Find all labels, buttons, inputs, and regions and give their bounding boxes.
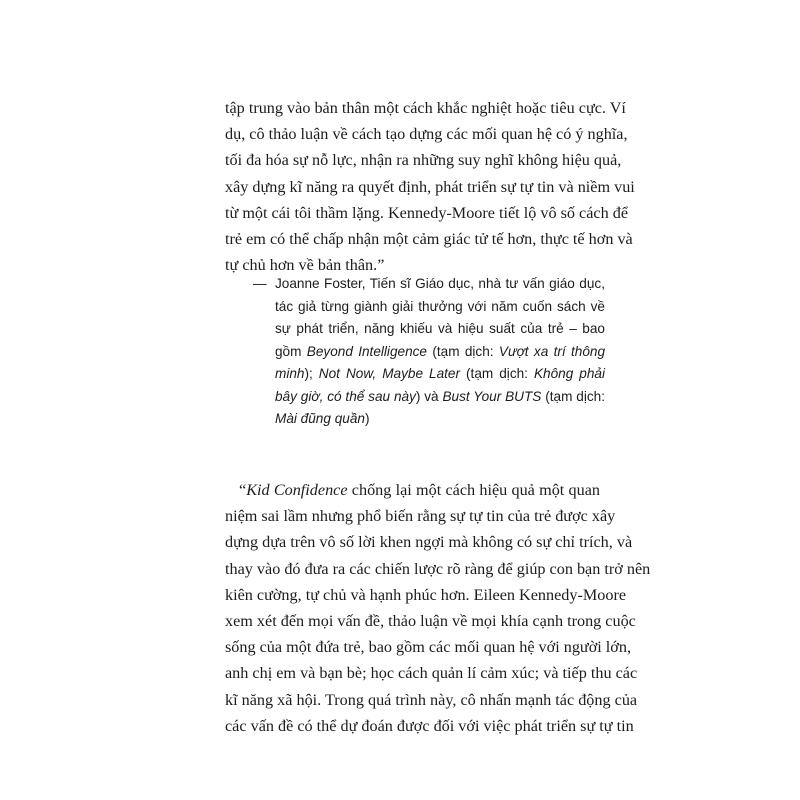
text-line: trẻ em có thể chấp nhận một cảm giác tử tế hơn, thực tế hơn và [225, 229, 633, 248]
text-line: thay vào đó đưa ra các chiến lược rõ ràng để giúp con bạn trở nên [225, 559, 651, 578]
attribution-line [275, 386, 605, 409]
quote-paragraph-continued [225, 95, 635, 278]
text-line: anh chị em và bạn bè; học cách quản lí cảm xúc; và tiếp thu các [225, 664, 638, 683]
text-line: tự chủ hơn về bản thân.” [225, 256, 385, 275]
text-line: từ một cái tôi thầm lặng. Kennedy-Moore tiết lộ vô số cách để [225, 203, 629, 222]
quote-paragraph [225, 477, 651, 739]
text-line: tối đa hóa sự nỗ lực, nhận ra những suy nghĩ không hiệu quả, [225, 151, 622, 170]
text-line: niệm sai lầm nhưng phổ biến rằng sự tự tin của trẻ được xây [225, 507, 616, 526]
text-run: ) [364, 411, 370, 426]
book-title: Not Now, Maybe Later [318, 366, 461, 381]
open-quote: “ [239, 481, 247, 499]
attribution-line [275, 363, 605, 386]
attribution-line: Joanne Foster, Tiến sĩ Giáo dục, nhà tư vấn giáo dục, [275, 276, 605, 291]
attribution-line [275, 408, 605, 431]
text-line: kĩ năng xã hội. Trong quá trình này, cô nhấn mạnh tác động của [225, 690, 638, 709]
text-line: dụ, cô thảo luận về cách tạo dựng các mối quan hệ có ý nghĩa, [225, 125, 628, 144]
book-title: Kid Confidence [246, 481, 348, 499]
text-line: xem xét đến mọi vấn đề, thảo luận về mọi khía cạnh trong cuộc [225, 611, 636, 630]
text-line: dựng dựa trên vô số lời khen ngợi mà không có sự chỉ trích, và [225, 533, 633, 552]
text-line: tập trung vào bản thân một cách khắc nghiệt hoặc tiêu cực. Ví [225, 99, 626, 117]
text-line: sống của một đứa trẻ, bao gồm các mối quan hệ với người lớn, [225, 638, 632, 657]
book-title: Beyond Intelligence [306, 343, 427, 359]
book-title-translation: Vượt xa trí thông [498, 343, 606, 359]
quote-attribution [253, 273, 605, 431]
book-title-translation: bây giờ, có thể sau này [275, 388, 416, 404]
book-title: Bust Your BUTS [442, 388, 542, 404]
attribution-line [275, 341, 605, 364]
text-line: kiên cường, tự chủ và hạnh phúc hơn. Eileen Kennedy-Moore [225, 585, 627, 604]
em-dash: — [253, 276, 267, 291]
book-title-translation: Mài đũng quần [275, 411, 365, 426]
book-title-translation: minh [275, 366, 305, 381]
text-run: chống lại một cách hiệu quả một quan [347, 481, 600, 499]
attribution-line: tác giả từng giành giải thưởng với năm cuốn sách về [275, 298, 605, 314]
text-run: (tạm dịch: [460, 366, 534, 381]
text-run: ) và [415, 388, 443, 404]
text-run: gồm [275, 343, 307, 359]
text-run: (tạm dịch: [541, 388, 605, 404]
text-line [225, 477, 600, 503]
attribution-line: sự phát triển, năng khiếu và hiệu suất của trẻ – bao [275, 321, 605, 336]
book-title-translation: Không phải [533, 366, 605, 381]
text-line: các vấn đề có thể dự đoán được đối với việc phát triển sự tự tin [225, 716, 634, 735]
text-run: ); [304, 366, 319, 381]
text-run: (tạm dịch: [427, 343, 499, 359]
text-line: xây dựng kĩ năng ra quyết định, phát triển sự tự tin và niềm vui [225, 177, 635, 196]
